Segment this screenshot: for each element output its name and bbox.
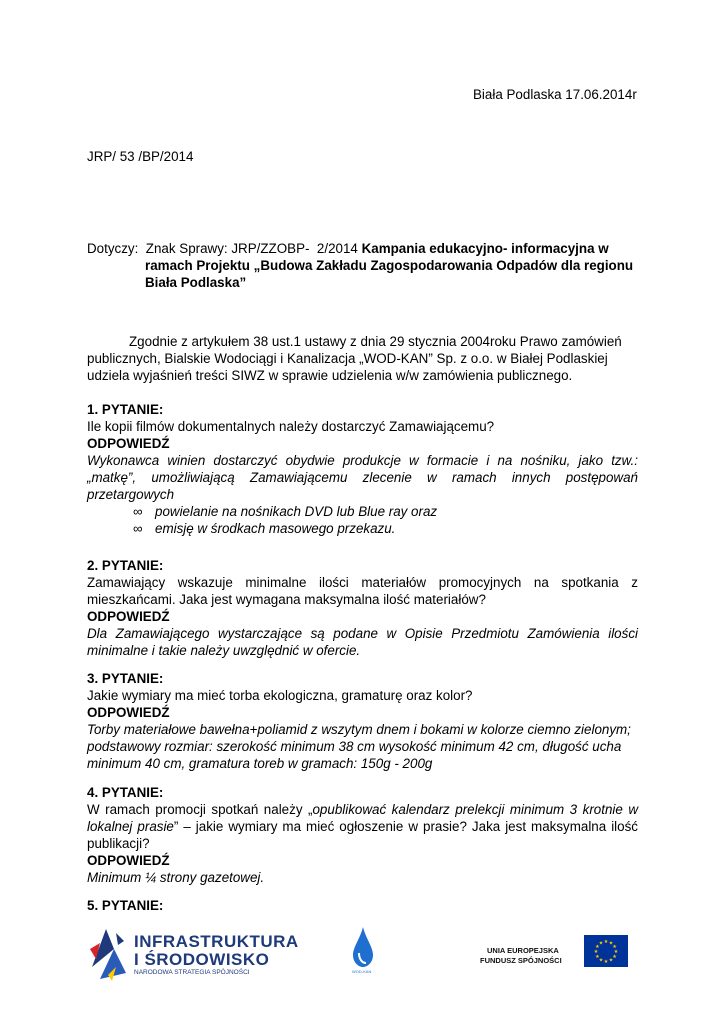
subject-title-2: ramach Projektu „Budowa Zakładu Zagospodarowania Odpadów dla regionu bbox=[145, 258, 634, 273]
intro-line-3: udziela wyjaśnień treści SIWZ w sprawie udzielenia w/w zamówienia publicznego. bbox=[87, 368, 573, 383]
q4-question-line-2 bbox=[87, 818, 638, 835]
eu-star-icon: ★ bbox=[595, 954, 600, 960]
q1-heading: 1. PYTANIE: bbox=[87, 402, 164, 417]
q1-question: Ile kopii filmów dokumentalnych należy dostarczyć Zamawiającemu? bbox=[87, 419, 495, 434]
q5-heading: 5. PYTANIE: bbox=[87, 898, 164, 913]
q4-question-line-2-a: lokalnej prasie bbox=[87, 819, 174, 834]
q1-bullet-2-text: emisję w środkach masowego przekazu. bbox=[155, 521, 396, 536]
q1-bullet-1 bbox=[133, 503, 437, 520]
q4-answer: Minimum ¼ strony gazetowej. bbox=[87, 870, 265, 885]
eu-star-icon: ★ bbox=[603, 959, 609, 965]
q1-bullet-2 bbox=[133, 520, 395, 537]
bullet-icon: ∞ bbox=[133, 521, 143, 536]
infrastruktura-subtitle: NARODOWA STRATEGIA SPÓJNOŚCI bbox=[134, 969, 250, 976]
q3-answer-line-1: Torby materiałowe bawełna+poliamid z wszytym dnem i bokami w kolorze ciemno zielonym; bbox=[87, 722, 631, 737]
q2-question-line-2: mieszkańcami. Jaka jest wymagana maksymalna ilość materiałów? bbox=[87, 592, 486, 607]
intro-line-1: Zgodnie z artykułem 38 ust.1 ustawy z dnia 29 stycznia 2004roku Prawo zamówień bbox=[129, 334, 622, 349]
intro-line-2: publicznych, Bialskie Wodociągi i Kanalizacja „WOD-KAN” Sp. z o.o. w Białej Podlaskiej bbox=[87, 351, 608, 366]
place-date: Biała Podlaska 17.06.2014r bbox=[473, 87, 637, 102]
q1-answer-label: ODPOWIEDŹ bbox=[87, 436, 170, 451]
eu-star-icon: ★ bbox=[608, 940, 614, 947]
q4-question-line-2-b: ” – jakie wymiary ma mieć ogłoszenie w prasie? Jaka jest maksymalna ilość bbox=[173, 819, 638, 834]
q3-question: Jakie wymiary ma mieć torba ekologiczna, gramaturę oraz kolor? bbox=[87, 688, 473, 703]
eu-star-icon: ★ bbox=[613, 949, 619, 955]
eu-star-icon: ★ bbox=[612, 954, 617, 960]
q2-answer-label: ODPOWIEDŹ bbox=[87, 609, 170, 624]
q2-heading: 2. PYTANIE: bbox=[87, 558, 164, 573]
q2-answer-line-1: Dla Zamawiającego wystarczające są podane w Opisie Przedmiotu Zamówienia ilości bbox=[87, 626, 638, 641]
q1-answer-line-2: „matkę”, umożliwiającą Zamawiającemu zlecenie w ramach innych postępowań bbox=[87, 470, 638, 485]
eu-star-icon: ★ bbox=[598, 940, 604, 947]
wod-kan-caption: WOD-KAN bbox=[352, 969, 372, 974]
q4-answer-label: ODPOWIEDŹ bbox=[87, 853, 170, 868]
q4-question-line-3: publikacji? bbox=[87, 836, 150, 851]
eu-star-icon: ★ bbox=[608, 957, 614, 964]
subject-prefix: Dotyczy: Znak Sprawy: JRP/ZZOBP- 2/2014 bbox=[87, 241, 362, 256]
eu-star-icon: ★ bbox=[612, 944, 617, 950]
wod-kan-drop-logo bbox=[350, 925, 376, 969]
q4-question-line-1-a: W ramach promocji spotkań należy „ bbox=[87, 802, 313, 817]
q3-heading: 3. PYTANIE: bbox=[87, 671, 164, 686]
subject-title-3: Biała Podlaska” bbox=[145, 275, 247, 290]
q4-question-line-1-b: opublikować kalendarz prelekcji minimum 3 krotnie w bbox=[312, 802, 638, 817]
q1-answer-line-3: przetargowych bbox=[87, 487, 175, 502]
q3-answer-line-3: minimum 40 cm, gramatura toreb w gramach: 150g - 200g bbox=[87, 756, 433, 771]
q4-heading: 4. PYTANIE: bbox=[87, 785, 164, 800]
eu-flag-icon bbox=[584, 935, 628, 967]
q1-answer-line-1: Wykonawca winien dostarczyć obydwie produkcje w formacie i na nośniku, jako tzw.: bbox=[87, 453, 638, 468]
subject-line-1 bbox=[87, 240, 609, 257]
footer-logos bbox=[0, 915, 724, 995]
bullet-icon: ∞ bbox=[133, 504, 143, 519]
subject-title-1: Kampania edukacyjno- informacyjna w bbox=[361, 241, 609, 256]
eu-star-icon: ★ bbox=[593, 949, 599, 955]
eu-label-2: FUNDUSZ SPÓJNOŚCI bbox=[480, 956, 562, 965]
infrastruktura-title-2: I ŚRODOWISKO bbox=[134, 950, 270, 969]
q3-answer-label: ODPOWIEDŹ bbox=[87, 705, 170, 720]
q3-answer-line-2: podstawowy rozmiar: szerokość minimum 38 cm wysokość minimum 42 cm, długość ucha bbox=[87, 739, 622, 754]
eu-star-icon: ★ bbox=[603, 939, 609, 945]
eu-star-icon: ★ bbox=[598, 957, 604, 964]
eu-label-1: UNIA EUROPEJSKA bbox=[487, 946, 559, 955]
q2-answer-line-2: minimalne i takie należy uwzględnić w ofercie. bbox=[87, 643, 361, 658]
infrastruktura-title-1: INFRASTRUKTURA bbox=[134, 932, 299, 951]
q4-question-line-1 bbox=[87, 801, 638, 818]
eu-star-icon: ★ bbox=[595, 944, 600, 950]
q1-bullet-1-text: powielanie na nośnikach DVD lub Blue ray oraz bbox=[155, 504, 438, 519]
infrastruktura-emblem bbox=[86, 923, 136, 983]
reference-number: JRP/ 53 /BP/2014 bbox=[87, 149, 194, 164]
q2-question-line-1: Zamawiający wskazuje minimalne ilości materiałów promocyjnych na spotkania z bbox=[87, 575, 638, 590]
